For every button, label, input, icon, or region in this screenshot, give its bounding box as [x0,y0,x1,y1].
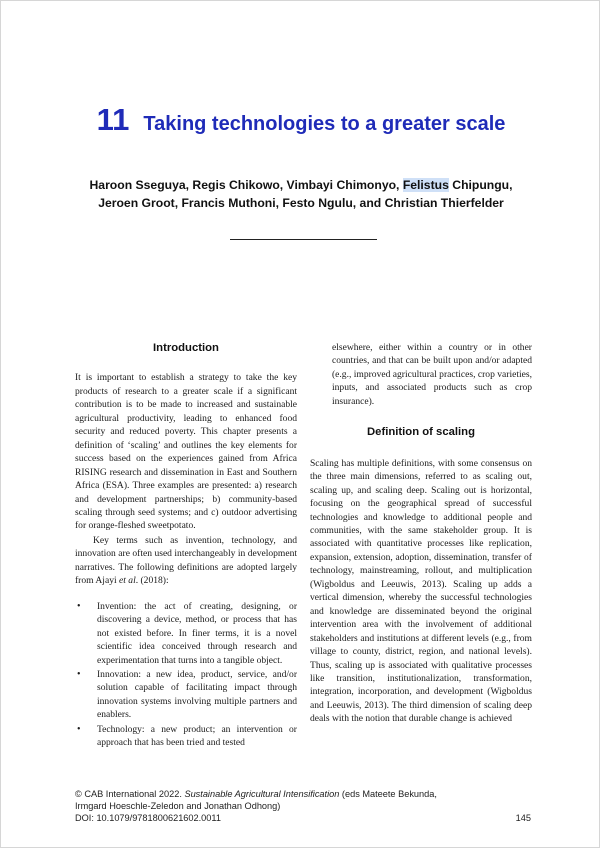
para2-text-b: . (2018): [135,575,169,587]
authors-line2: Jeroen Groot, Francis Muthoni, Festo Ngulu, and Christian Thierfelder [98,196,504,210]
definition-invention: Invention: the act of creating, designing, or discovering a device, method, or process that has not existed before. In finer terms, it is a novel scientific idea conceived through research and experimentation that turns into a tangible object. [97,600,297,666]
page-footer [75,788,531,824]
para2-et-al: et al [119,575,136,587]
chapter-heading [1,102,600,138]
authors-line1-start: Haroon Sseguya, Regis Chikowo, Vimbayi Chimonyo, [89,178,403,192]
left-column [75,342,297,751]
definition-of-scaling-heading: Definition of scaling [367,426,475,439]
footer-book-title: Sustainable Agricultural Intensification [184,789,340,799]
footer-editors: Irmgard Hoeschle-Zeledon and Jonathan Odhong) [75,801,281,811]
list-item [75,600,297,667]
footer-copyright-a: © CAB International 2022. [75,789,185,799]
chapter-number: 11 [96,102,130,137]
page-number: 145 [515,813,531,823]
author-list [41,176,561,212]
title-divider [230,239,377,240]
scaling-paragraph: Scaling has multiple definitions, with some consensus on the three main dimensions, referred to as scaling out, scaling up, and scaling deep. Scaling out is horizontal, focusing on the geographical spread of successful technologies and knowledge to additional people and communities, with the same stakeholder group. It is associated with quantitative processes like replication, expansion, extension, adoption, dissemination, transfer of technology, mainstreaming, rollout, and multiplication (Wigboldus and Leeuwis, 2013). Scaling up adds a vertical dimension, whereby the successful technologies and knowledge are disseminated beyond the original intervention area with the involvement of additional stakeholders and institutions at different levels (e.g., from village to county, district, region, and national levels). Thus, scaling up is associated with qualitative processes like transition, institutionalization, transformation, integration, incorporation, and development (Wigboldus and Leeuwis, 2013). The third dimension of scaling deep deals with the notion that durable change is achieved [310,457,532,725]
footer-copyright-b: (eds Mateete Bekunda, [339,789,437,799]
para2-text-a: Key terms such as invention, technology, and innovation are often used interchangeably in development narratives. The following definitions are adopted largely from Ajayi [75,534,297,587]
introduction-heading: Introduction [153,342,219,354]
definitions-list [75,600,297,750]
introduction-paragraph-1: It is important to establish a strategy to take the key products of research to a greater scale if a significant contribution is to be made to increased and sustainable agricultural productivity, leading to enhanced food security and reduced poverty. This chapter presents a definition of ‘scaling’ and outlines the key elements for success based on the experiences gained from Africa RISING research and dissemination in East and Southern Africa (ESA). Three examples are presented: a) research and development partnerships; b) community-based scaling through seed systems; and c) outdoor advertising for orange-fleshed sweetpotato. [75,372,297,532]
list-item [75,668,297,722]
definition-continuation: elsewhere, either within a country or in other countries, and that can be built upon and/or adapted (e.g., improved agricultural practices, crop varieties, inputs, and associated products such as crop insurance). [332,342,532,407]
highlighted-author-name[interactable]: Felistus [402,178,449,192]
definition-technology: Technology: a new product; an intervention or approach that has been tried and tested [97,723,297,749]
bullet-icon: • [77,600,81,612]
introduction-paragraph-2 [75,534,297,588]
bullet-icon: • [77,723,81,735]
bullet-icon: • [77,668,81,680]
chapter-title: Taking technologies to a greater scale [143,113,506,135]
authors-line1-end: Chipungu, [448,178,513,192]
definition-innovation: Innovation: a new idea, product, service, and/or solution capable of facilitating impact through innovation systems involving multiple partners and enablers. [97,668,297,721]
footer-doi: DOI: 10.1079/9781800621602.0011 [75,813,221,823]
right-column [310,341,532,726]
list-item [75,723,297,750]
footer-copyright [75,788,531,800]
